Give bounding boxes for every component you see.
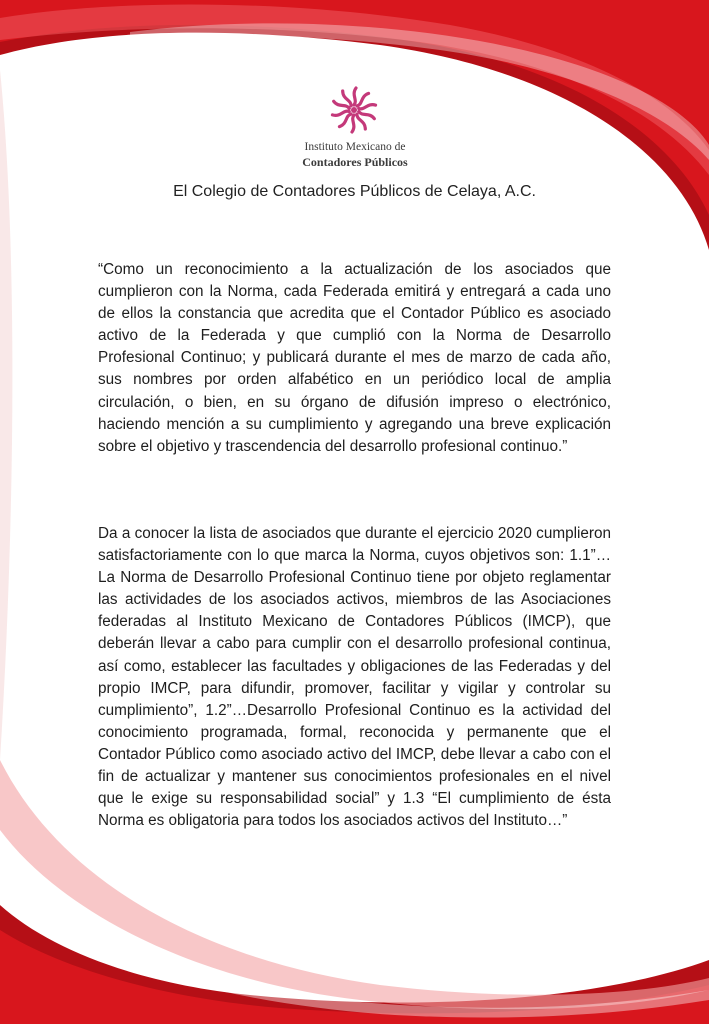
institute-name-line1: Instituto Mexicano de [304, 141, 406, 153]
imcp-flower-logo-icon [324, 80, 384, 140]
logo-center [351, 107, 357, 113]
objectives-paragraph: Da a conocer la lista de asociados que durante el ejercicio 2020 cumplieron satisfactoriamente con lo que marca la Norma, cuyos objetivos son: 1.1”…La Norma de Desarrollo Profesional Continuo tiene por objeto reglamentar las actividades de los asociados activos, miembros de las Asociaciones federadas al Instituto Mexicano de Contadores Públicos (IMCP), que deberán llevar a cabo para cumplir con el desarrollo profesional continua, así como, establecer las facultades y obligaciones de las Federadas y del propio IMCP, para difundir, promover, facilitar y vigilar y controlar su cumplimiento”, 1.2”…Desarrollo Profesional Continuo es la actividad del conocimiento programada, formal, reconocida y permanente que el Contador Público como asociado activo del IMCP, debe llevar a cabo con el fin de actualizar y mantener sus conocimientos profesionales en el nivel que le exige su responsabilidad social” y 1.3 “El cumplimiento de ésta Norma es obligatoria para todos los asociados activos del Instituto…” [98, 525, 611, 830]
quote-paragraph: “Como un reconocimiento a la actualización de los asociados que cumplieron con la Norma, cada Federada emitirá y entregará a cada uno de ellos la constancia que acredita que el Contador Público es asociado activo de la Federada y que cumplió con la Norma de Desarrollo Profesional Continuo; y publicará durante el mes de marzo de cada año, sus nombres por orden alfabético en un periódico local de amplia circulación, o bien, en su órgano de difusión impreso o electrónico, haciendo mención a su cumplimiento y agregando una breve explicación sobre el objetivo y trascendencia del desarrollo profesional continuo.” [98, 261, 611, 455]
institute-name-line2: Contadores Públicos [302, 155, 408, 169]
college-title: El Colegio de Contadores Públicos de Celaya, A.C. [173, 183, 536, 200]
left-soft-band [0, 70, 12, 760]
